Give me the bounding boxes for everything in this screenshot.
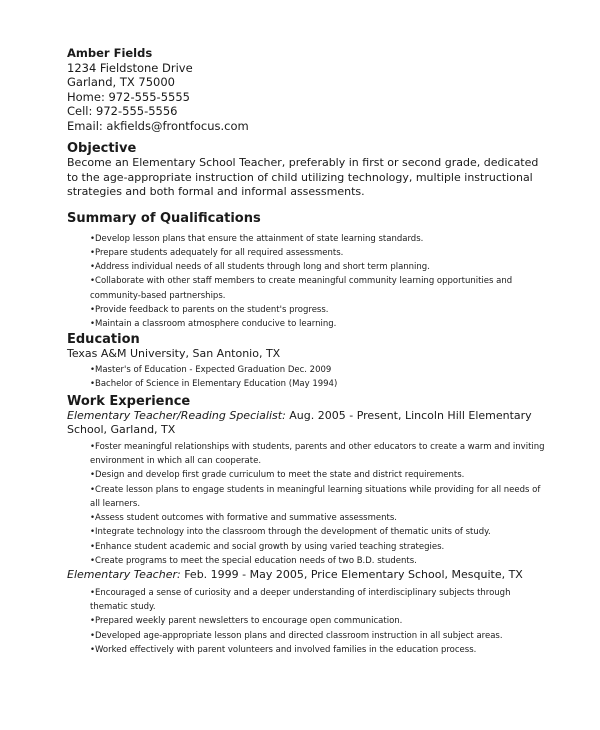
list-item: • Master's of Education - Expected Graduation Dec. 2009 (90, 363, 547, 377)
resume-page (67, 46, 547, 657)
summary-section (67, 211, 547, 332)
work-section (67, 394, 547, 658)
email: Email: akfields@frontfocus.com (67, 118, 249, 133)
job-title: Elementary Teacher: (67, 568, 181, 582)
list-item: • Foster meaningful relationships with students, parents and other educators to create a warm and inviting environment in which all can cooperate. (90, 440, 547, 469)
list-item: • Encouraged a sense of curiosity and a deeper understanding of interdisciplinary subjects through thematic study. (90, 586, 547, 615)
list-item: • Prepare students adequately for all required assessments. (90, 246, 547, 260)
job-title: Elementary Teacher/Reading Specialist: (67, 408, 286, 422)
list-item: • Prepared weekly parent newsletters to encourage open communication. (90, 614, 547, 628)
cell-phone: Cell: 972-555-5556 (67, 104, 178, 118)
contact-block (67, 46, 547, 133)
list-item: • Integrate technology into the classroom through the development of thematic units of study. (90, 525, 547, 539)
list-item: • Develop lesson plans that ensure the attainment of state learning standards. (90, 232, 547, 246)
list-item: • Create programs to meet the special education needs of two B.D. students. (90, 554, 547, 568)
objective-heading: Objective (67, 141, 137, 156)
address-line-2: Garland, TX 75000 (67, 75, 175, 89)
work-heading: Work Experience (67, 393, 191, 409)
list-item: • Bachelor of Science in Elementary Education (May 1994) (90, 377, 547, 391)
list-item: • Maintain a classroom atmosphere conducive to learning. (90, 317, 547, 331)
summary-heading: Summary of Qualifications (67, 210, 261, 226)
candidate-name: Amber Fields (67, 46, 153, 60)
list-item: • Developed age-appropriate lesson plans and directed classroom instruction in all subject areas. (90, 629, 547, 643)
job-duties-list (67, 586, 547, 657)
list-item: • Assess student outcomes with formative and summative assessments. (90, 511, 547, 525)
education-list (67, 363, 547, 392)
education-section (67, 332, 547, 392)
list-item: • Collaborate with other staff members to create meaningful community learning opportunities and community-based partnerships. (90, 274, 547, 303)
list-item: • Provide feedback to parents on the student's progress. (90, 303, 547, 317)
list-item: • Worked effectively with parent volunteers and involved families in the education process. (90, 643, 547, 657)
job-header (67, 409, 547, 438)
job-duties-list (67, 440, 547, 569)
list-item: • Enhance student academic and social growth by using varied teaching strategies. (90, 540, 547, 554)
job-details: Feb. 1999 - May 2005, Price Elementary School, Mesquite, TX (180, 568, 523, 582)
list-item: • Design and develop first grade curriculum to meet the state and district requirements. (90, 468, 547, 482)
job-header (67, 568, 547, 583)
summary-list (67, 232, 547, 332)
job-entry (67, 409, 547, 569)
job-entry (67, 568, 547, 657)
education-heading: Education (67, 331, 140, 347)
home-phone: Home: 972-555-5555 (67, 89, 190, 104)
education-school: Texas A&M University, San Antonio, TX (67, 346, 281, 360)
objective-text: Become an Elementary School Teacher, preferably in first or second grade, dedicated to the age-appropriate instruction of child utilizing technology, multiple instructional strategies and both formal and informal assessments. (67, 156, 539, 198)
list-item: • Create lesson plans to engage students in meaningful learning situations while providing for all needs of all learners. (90, 483, 547, 512)
objective-section (67, 141, 547, 200)
job-details: Aug. 2005 - Present, Lincoln Hill Elementary School, Garland, TX (67, 408, 532, 437)
address-line-1: 1234 Fieldstone Drive (67, 60, 193, 75)
list-item: • Address individual needs of all students through long and short term planning. (90, 260, 547, 274)
